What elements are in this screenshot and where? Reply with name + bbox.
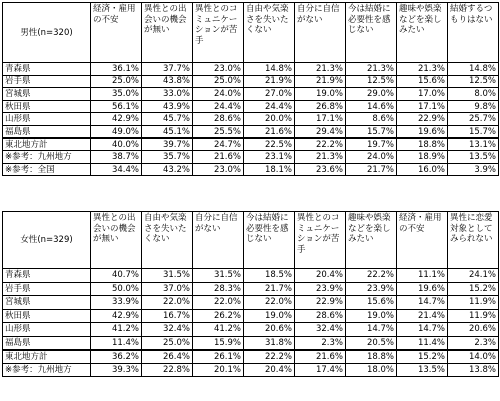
table-cell: 20.6% bbox=[448, 323, 499, 337]
table-cell: 21.9% bbox=[295, 75, 346, 88]
table-cell: 56.1% bbox=[91, 100, 142, 113]
table-cell: 24.0% bbox=[346, 151, 397, 164]
table-cell: 18.9% bbox=[397, 151, 448, 164]
table-cell: 18.1% bbox=[244, 163, 295, 176]
table-cell: 25.0% bbox=[142, 336, 193, 350]
table-cell: 22.0% bbox=[193, 296, 244, 310]
table-cell: 19.6% bbox=[397, 125, 448, 138]
table-cell: 49.0% bbox=[91, 125, 142, 138]
table-cell: 28.6% bbox=[295, 309, 346, 323]
table-cell: 25.7% bbox=[448, 113, 499, 126]
table-row bbox=[3, 296, 499, 310]
table-cell: 17.1% bbox=[295, 113, 346, 126]
table-cell: 17.0% bbox=[397, 88, 448, 101]
table-cell: 19.0% bbox=[295, 88, 346, 101]
table-cell: 22.2% bbox=[244, 350, 295, 364]
row-label: 青森県 bbox=[3, 63, 91, 76]
column-header: 経済・雇用の不安 bbox=[91, 3, 142, 63]
table-row bbox=[3, 363, 499, 377]
table-row bbox=[3, 75, 499, 88]
table-cell: 12.5% bbox=[448, 75, 499, 88]
table-cell: 25.0% bbox=[91, 75, 142, 88]
table-cell: 12.5% bbox=[346, 75, 397, 88]
table-cell: 26.4% bbox=[142, 350, 193, 364]
row-label: 東北地方計 bbox=[3, 350, 91, 364]
table-cell: 13.8% bbox=[448, 363, 499, 377]
table-cell: 20.4% bbox=[295, 269, 346, 283]
men-table-title: 男性(n=320) bbox=[3, 3, 91, 63]
table-cell: 14.6% bbox=[346, 100, 397, 113]
table-row bbox=[3, 151, 499, 164]
table-cell: 24.1% bbox=[448, 269, 499, 283]
table-row bbox=[3, 282, 499, 296]
column-header: 自由や気楽さを失いたくない bbox=[244, 3, 295, 63]
column-header: 今は結婚に必要性を感じない bbox=[346, 3, 397, 63]
table-cell: 21.6% bbox=[295, 350, 346, 364]
table-cell: 23.9% bbox=[346, 282, 397, 296]
table-cell: 32.4% bbox=[295, 323, 346, 337]
women-table-title: 女性(n=329) bbox=[3, 212, 91, 269]
table-cell: 15.9% bbox=[193, 336, 244, 350]
table-cell: 21.3% bbox=[295, 63, 346, 76]
column-header: 異性との出会いの機会が無い bbox=[91, 212, 142, 269]
table-cell: 21.4% bbox=[397, 309, 448, 323]
table-cell: 21.6% bbox=[244, 125, 295, 138]
table-cell: 29.0% bbox=[346, 88, 397, 101]
column-header: 結婚するつもりはない bbox=[448, 3, 499, 63]
women-table-body bbox=[3, 269, 499, 377]
table-cell: 24.0% bbox=[193, 88, 244, 101]
table-cell: 39.3% bbox=[91, 363, 142, 377]
table-cell: 43.2% bbox=[142, 163, 193, 176]
table-cell: 22.9% bbox=[295, 296, 346, 310]
table-cell: 11.4% bbox=[91, 336, 142, 350]
table-cell: 22.5% bbox=[244, 138, 295, 151]
column-header: 趣味や娯楽などを楽しみたい bbox=[397, 3, 448, 63]
table-cell: 22.0% bbox=[142, 296, 193, 310]
table-cell: 17.4% bbox=[295, 363, 346, 377]
column-header: 自分に自信がない bbox=[193, 212, 244, 269]
row-label: 山形県 bbox=[3, 323, 91, 337]
table-cell: 28.3% bbox=[193, 282, 244, 296]
table-cell: 24.4% bbox=[244, 100, 295, 113]
row-label: 青森県 bbox=[3, 269, 91, 283]
column-header: 異性との出会いの機会が無い bbox=[142, 3, 193, 63]
table-cell: 37.7% bbox=[142, 63, 193, 76]
table-cell: 19.0% bbox=[244, 309, 295, 323]
table-cell: 26.8% bbox=[295, 100, 346, 113]
row-label: 東北地方計 bbox=[3, 138, 91, 151]
column-header: 今は結婚に必要性を感じない bbox=[244, 212, 295, 269]
row-label: ※参考：九州地方 bbox=[3, 151, 91, 164]
table-cell: 26.1% bbox=[193, 350, 244, 364]
table-cell: 23.0% bbox=[193, 163, 244, 176]
table-cell: 45.1% bbox=[142, 125, 193, 138]
table-cell: 26.2% bbox=[193, 309, 244, 323]
table-cell: 37.0% bbox=[142, 282, 193, 296]
table-cell: 31.8% bbox=[244, 336, 295, 350]
table-row bbox=[3, 309, 499, 323]
table-cell: 19.6% bbox=[397, 282, 448, 296]
table-cell: 34.4% bbox=[91, 163, 142, 176]
table-cell: 25.0% bbox=[193, 75, 244, 88]
table-row bbox=[3, 350, 499, 364]
table-cell: 14.7% bbox=[397, 296, 448, 310]
column-header: 自分に自信がない bbox=[295, 3, 346, 63]
table-cell: 11.4% bbox=[397, 336, 448, 350]
table-cell: 14.0% bbox=[448, 350, 499, 364]
table-cell: 15.7% bbox=[346, 125, 397, 138]
table-cell: 2.3% bbox=[295, 336, 346, 350]
table-cell: 43.9% bbox=[142, 100, 193, 113]
table-cell: 36.2% bbox=[91, 350, 142, 364]
table-row bbox=[3, 125, 499, 138]
table-cell: 13.5% bbox=[397, 363, 448, 377]
table-cell: 17.1% bbox=[397, 100, 448, 113]
table-cell: 25.5% bbox=[193, 125, 244, 138]
table-cell: 21.9% bbox=[244, 75, 295, 88]
table-cell: 22.8% bbox=[142, 363, 193, 377]
table-cell: 21.6% bbox=[193, 151, 244, 164]
table-cell: 3.9% bbox=[448, 163, 499, 176]
table-cell: 13.1% bbox=[448, 138, 499, 151]
table-cell: 9.8% bbox=[448, 100, 499, 113]
table-cell: 15.6% bbox=[397, 75, 448, 88]
table-cell: 33.9% bbox=[91, 296, 142, 310]
table-cell: 20.6% bbox=[244, 323, 295, 337]
table-cell: 8.0% bbox=[448, 88, 499, 101]
table-cell: 36.1% bbox=[91, 63, 142, 76]
row-label: ※参考：九州地方 bbox=[3, 363, 91, 377]
table-cell: 15.2% bbox=[448, 282, 499, 296]
table-cell: 24.7% bbox=[193, 138, 244, 151]
table-cell: 2.3% bbox=[448, 336, 499, 350]
table-cell: 19.7% bbox=[346, 138, 397, 151]
table-cell: 20.5% bbox=[346, 336, 397, 350]
table-cell: 18.0% bbox=[346, 363, 397, 377]
row-label: 福島県 bbox=[3, 336, 91, 350]
table-cell: 21.3% bbox=[397, 63, 448, 76]
table-cell: 28.6% bbox=[193, 113, 244, 126]
table-cell: 22.9% bbox=[397, 113, 448, 126]
table-cell: 43.8% bbox=[142, 75, 193, 88]
table-cell: 50.0% bbox=[91, 282, 142, 296]
table-cell: 41.2% bbox=[193, 323, 244, 337]
table-cell: 14.7% bbox=[346, 323, 397, 337]
row-label: 秋田県 bbox=[3, 309, 91, 323]
table-cell: 11.9% bbox=[448, 309, 499, 323]
women-table bbox=[2, 211, 499, 377]
table-cell: 39.7% bbox=[142, 138, 193, 151]
table-cell: 41.2% bbox=[91, 323, 142, 337]
table-cell: 11.9% bbox=[448, 296, 499, 310]
table-cell: 42.9% bbox=[91, 113, 142, 126]
row-label: ※参考：全国 bbox=[3, 163, 91, 176]
table-row bbox=[3, 323, 499, 337]
men-table bbox=[2, 2, 499, 176]
table-cell: 18.5% bbox=[244, 269, 295, 283]
row-label: 福島県 bbox=[3, 125, 91, 138]
table-cell: 38.7% bbox=[91, 151, 142, 164]
table-cell: 32.4% bbox=[142, 323, 193, 337]
table-cell: 22.0% bbox=[244, 296, 295, 310]
row-label: 岩手県 bbox=[3, 282, 91, 296]
table-cell: 18.8% bbox=[397, 138, 448, 151]
table-cell: 21.3% bbox=[295, 151, 346, 164]
table-cell: 16.7% bbox=[142, 309, 193, 323]
table-cell: 15.2% bbox=[397, 350, 448, 364]
table-cell: 40.7% bbox=[91, 269, 142, 283]
table-cell: 35.0% bbox=[91, 88, 142, 101]
table-cell: 14.8% bbox=[244, 63, 295, 76]
table-cell: 31.5% bbox=[193, 269, 244, 283]
table-cell: 23.0% bbox=[193, 63, 244, 76]
table-cell: 31.5% bbox=[142, 269, 193, 283]
table-cell: 23.6% bbox=[295, 163, 346, 176]
table-row bbox=[3, 113, 499, 126]
column-header: 異性とのコミュニケーションが苦手 bbox=[295, 212, 346, 269]
table-cell: 21.7% bbox=[244, 282, 295, 296]
row-label: 宮城県 bbox=[3, 296, 91, 310]
table-row bbox=[3, 269, 499, 283]
row-label: 山形県 bbox=[3, 113, 91, 126]
table-row bbox=[3, 88, 499, 101]
table-cell: 45.7% bbox=[142, 113, 193, 126]
table-cell: 42.9% bbox=[91, 309, 142, 323]
table-cell: 14.8% bbox=[448, 63, 499, 76]
table-cell: 24.4% bbox=[193, 100, 244, 113]
table-cell: 22.2% bbox=[295, 138, 346, 151]
table-row bbox=[3, 100, 499, 113]
men-table-body bbox=[3, 63, 499, 176]
column-header: 自由や気楽さを失いたくない bbox=[142, 212, 193, 269]
table-row bbox=[3, 63, 499, 76]
table-cell: 13.5% bbox=[448, 151, 499, 164]
table-row bbox=[3, 336, 499, 350]
table-cell: 18.8% bbox=[346, 350, 397, 364]
table-cell: 11.1% bbox=[397, 269, 448, 283]
table-cell: 15.6% bbox=[346, 296, 397, 310]
table-cell: 14.7% bbox=[397, 323, 448, 337]
table-cell: 8.6% bbox=[346, 113, 397, 126]
column-header: 異性に恋愛対象としてみられない bbox=[448, 212, 499, 269]
table-cell: 23.1% bbox=[244, 151, 295, 164]
row-label: 秋田県 bbox=[3, 100, 91, 113]
table-cell: 35.7% bbox=[142, 151, 193, 164]
table-cell: 22.2% bbox=[346, 269, 397, 283]
table-cell: 33.0% bbox=[142, 88, 193, 101]
table-cell: 27.0% bbox=[244, 88, 295, 101]
column-header: 経済・雇用の不安 bbox=[397, 212, 448, 269]
table-cell: 20.1% bbox=[193, 363, 244, 377]
row-label: 岩手県 bbox=[3, 75, 91, 88]
column-header: 異性とのコミュニケーションが苦手 bbox=[193, 3, 244, 63]
table-cell: 15.7% bbox=[448, 125, 499, 138]
table-cell: 40.0% bbox=[91, 138, 142, 151]
table-cell: 23.9% bbox=[295, 282, 346, 296]
table-cell: 20.4% bbox=[244, 363, 295, 377]
table-row bbox=[3, 163, 499, 176]
table-cell: 29.4% bbox=[295, 125, 346, 138]
column-header: 趣味や娯楽などを楽しみたい bbox=[346, 212, 397, 269]
table-cell: 20.0% bbox=[244, 113, 295, 126]
table-cell: 21.7% bbox=[346, 163, 397, 176]
table-cell: 21.3% bbox=[346, 63, 397, 76]
table-row bbox=[3, 138, 499, 151]
table-cell: 16.0% bbox=[397, 163, 448, 176]
row-label: 宮城県 bbox=[3, 88, 91, 101]
table-cell: 19.0% bbox=[346, 309, 397, 323]
